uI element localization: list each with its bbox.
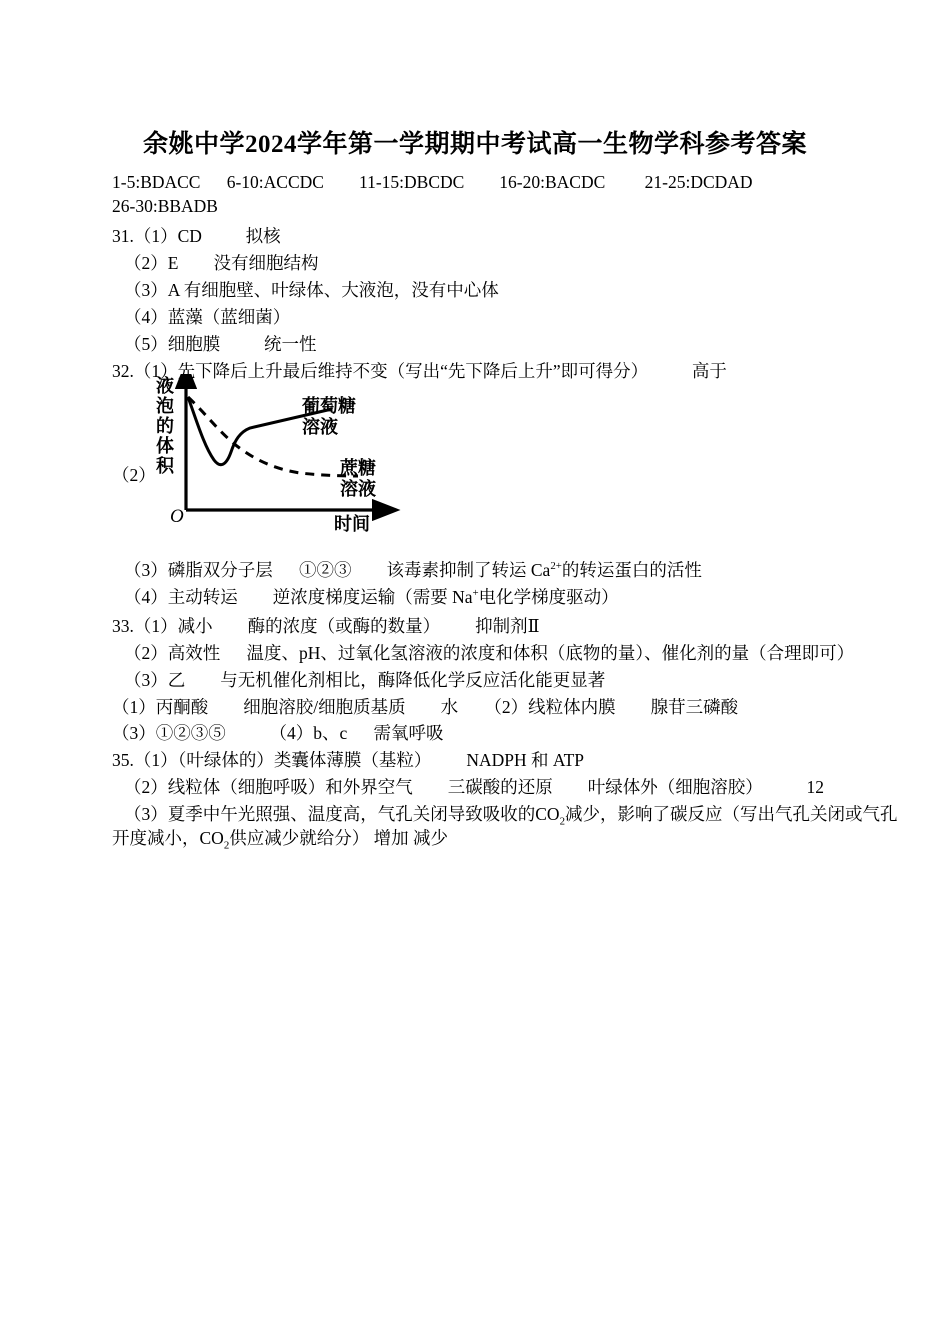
page-title: 余姚中学2024学年第一学期期中考试高一生物学科参考答案 [142, 131, 807, 158]
y-axis-char-5: 积 [156, 456, 174, 476]
q32-line-3 [124, 558, 702, 582]
q31-line-1: 31.（1）CD 拟核 [112, 226, 281, 246]
calcium-ion-charge: 2+ [550, 560, 562, 573]
q35-line-1: 35.（1）（叶绿体的）类囊体薄膜（基粒） NADPH 和 ATP [112, 750, 585, 770]
q32-line-3-text-a: （3）磷脂双分子层 ①②③ 该毒素抑制了转运 Ca [124, 560, 551, 580]
q31-line-3: （3）A 有细胞壁、叶绿体、大液泡，没有中心体 [124, 280, 499, 300]
q35-line-3 [112, 802, 902, 850]
y-axis-char-1: 液 [156, 376, 174, 396]
sodium-ion-charge: + [472, 587, 479, 600]
q31-line-5: （5）细胞膜 统一性 [124, 334, 317, 354]
q34-line-2: （3）①②③⑤ （4）b、c 需氧呼吸 [112, 723, 444, 743]
q32-line-3-text-b: 的转运蛋白的活性 [561, 560, 702, 580]
answer-key-line-1: 1-5:BDACC 6-10:ACCDC 11-15:DBCDC 16-20:BACDC 21-25:DCDAD [112, 172, 753, 192]
q34-line-1: （1）丙酮酸 细胞溶胶/细胞质基质 水 （2）线粒体内膜 腺苷三磷酸 [112, 697, 739, 717]
q33-line-1: 33.（1）减小 酶的浓度（或酶的数量） 抑制剂Ⅱ [112, 616, 540, 636]
q35-line-3-text-b: 减少，影响了碳反应（写出气孔关闭或气孔开度减小，CO [112, 804, 898, 848]
vacuole-volume-chart [112, 374, 532, 542]
y-axis-char-2: 泡 [156, 396, 174, 416]
q32-line-1: 32.（1）先下降后上升最后维持不变（写出“先下降后上升”即可得分） 高于 [112, 361, 727, 381]
co2-subscript-2: 2 [223, 839, 230, 852]
q32-line-4 [124, 585, 619, 609]
q35-line-2: （2）线粒体（细胞呼吸）和外界空气 三碳酸的还原 叶绿体外（细胞溶胶） 12 [124, 777, 824, 797]
y-axis-char-4: 体 [156, 436, 174, 456]
q33-line-3: （3）乙 与无机催化剂相比，酶降低化学反应活化能更显著 [124, 670, 606, 690]
chart-legend-sucrose: 蔗糖 溶液 [340, 458, 376, 499]
q35-line-3-text-a: （3）夏季中午光照强、温度高，气孔关闭导致吸收的CO [124, 804, 560, 824]
q35-line-3-text-c: 供应减少就给分） 增加 减少 [229, 828, 448, 848]
q32-line-4-text-a: （4）主动转运 逆浓度梯度运输（需要 Na [124, 587, 473, 607]
answer-key-line-2: 26-30:BBADB [112, 196, 218, 216]
q32-part2-label: （2） [112, 465, 156, 485]
co2-subscript-1: 2 [559, 815, 565, 828]
chart-origin-label: O [170, 506, 184, 527]
y-axis-char-3: 的 [156, 416, 174, 436]
q32-line-4-text-b: 电化学梯度驱动） [478, 587, 619, 607]
q31-line-4: （4）蓝藻（蓝细菌） [124, 307, 291, 327]
chart-legend-glucose: 葡萄糖 溶液 [302, 396, 356, 437]
chart-x-axis-label: 时间 [334, 514, 370, 534]
q31-line-2: （2）E 没有细胞结构 [124, 253, 319, 273]
q33-line-2: （2）高效性 温度、pH、过氧化氢溶液的浓度和体积（底物的量）、催化剂的量（合理即可） [124, 643, 855, 663]
